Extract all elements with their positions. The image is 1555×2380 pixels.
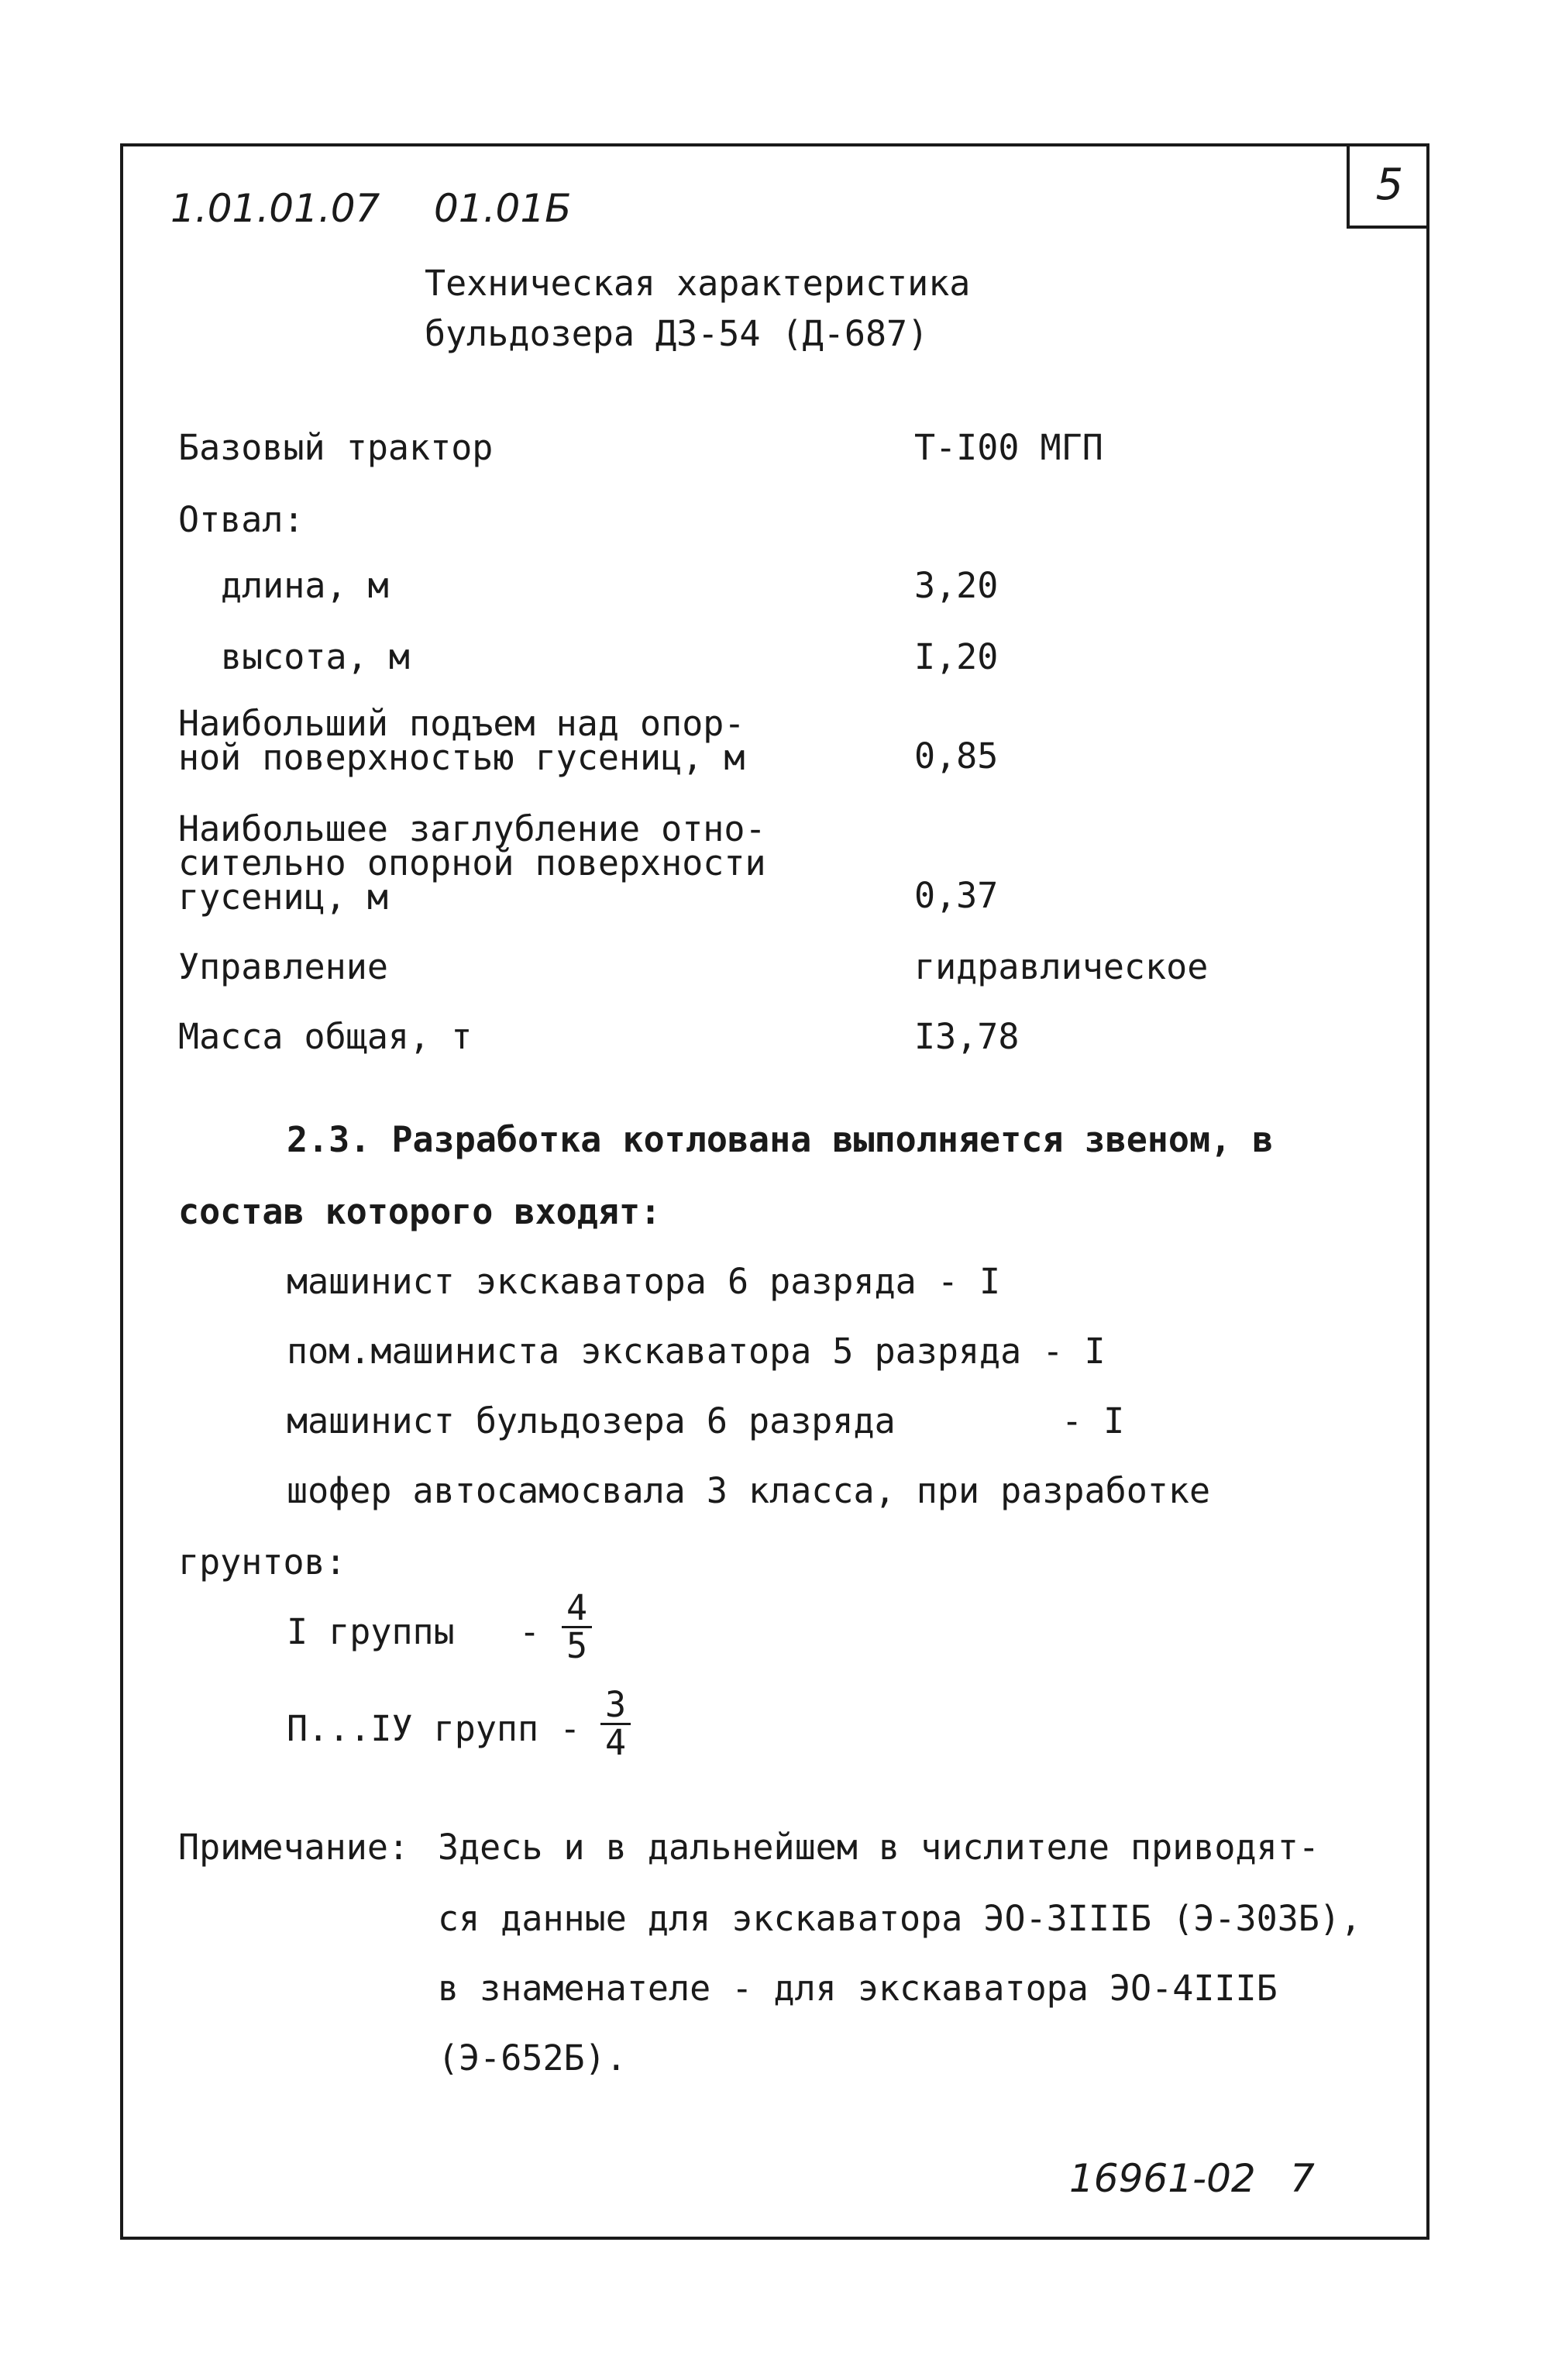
control-label: Управление xyxy=(178,946,388,987)
height-label: высота, м xyxy=(221,636,410,677)
group-2-denominator: 4 xyxy=(605,1722,627,1763)
group-1-denominator: 5 xyxy=(566,1625,588,1666)
length-label: длина, м xyxy=(221,565,389,606)
note-label: Примечание: xyxy=(178,1827,410,1868)
control-value: гидравлическое xyxy=(914,946,1209,987)
footer-sheet: 7 xyxy=(1290,2156,1315,2201)
lift-label-line-2: ной поверхностью гусениц, м xyxy=(178,737,745,778)
note-line-1: Здесь и в дальнейшем в числителе приводят- xyxy=(438,1827,1319,1868)
crew-item: машинист экскаватора 6 разряда - I xyxy=(287,1261,1001,1302)
group-2-fraction xyxy=(600,1684,631,1763)
footer-code: 16961-02 xyxy=(1069,2156,1256,2201)
section-line-1: 2.3. Разработка котлована выполняется звеном, в xyxy=(287,1119,1274,1160)
section-line-2: состав которого входят: xyxy=(178,1191,662,1232)
page-number: 5 xyxy=(1375,159,1404,210)
crew-item-count: - I xyxy=(1061,1400,1125,1441)
group-1-label: I группы xyxy=(287,1611,455,1652)
page-number-box xyxy=(1347,143,1429,229)
soils-label: грунтов: xyxy=(178,1541,346,1583)
length-value: 3,20 xyxy=(914,565,999,606)
group-1-dash: - xyxy=(519,1611,541,1652)
doc-code-right: 01.01Б xyxy=(434,186,572,231)
crew-item: пом.машиниста экскаватора 5 разряда - I xyxy=(287,1331,1106,1372)
group-2-numerator: 3 xyxy=(600,1687,631,1725)
group-1-fraction xyxy=(562,1587,592,1666)
note-line-2: ся данные для экскаватора ЭО-3IIIБ (Э-303Б), xyxy=(438,1898,1362,1939)
height-value: I,20 xyxy=(914,636,999,677)
crew-item: шофер автосамосвала 3 класса, при разработке xyxy=(287,1470,1211,1511)
lift-value: 0,85 xyxy=(914,735,999,777)
title-line-1: Техническая характеристика xyxy=(425,263,971,304)
dig-label-line-3: гусениц, м xyxy=(178,877,388,918)
title-line-2: бульдозера ДЗ-54 (Д-687) xyxy=(425,313,929,354)
doc-code-left: 1.01.01.07 xyxy=(170,186,380,231)
dig-value: 0,37 xyxy=(914,875,999,916)
dig-label-line-1: Наибольшее заглубление отно- xyxy=(178,808,766,849)
mass-label: Масса общая, т xyxy=(178,1016,473,1057)
dig-label-line-2: сительно опорной поверхности xyxy=(178,842,766,883)
lift-label-line-1: Наибольший подъем над опор- xyxy=(178,703,745,744)
note-line-3: в знаменателе - для экскаватора ЭО-4IIIБ xyxy=(438,1968,1278,2009)
base-tractor-label: Базовый трактор xyxy=(178,427,494,468)
group-2-label: П...IУ групп - xyxy=(287,1708,581,1749)
blade-label: Отвал: xyxy=(178,499,304,540)
note-line-4: (Э-652Б). xyxy=(438,2037,627,2079)
base-tractor-value: Т-I00 МГП xyxy=(914,427,1103,468)
mass-value: I3,78 xyxy=(914,1016,1020,1057)
group-1-numerator: 4 xyxy=(562,1590,592,1628)
crew-item: машинист бульдозера 6 разряда xyxy=(287,1400,896,1441)
